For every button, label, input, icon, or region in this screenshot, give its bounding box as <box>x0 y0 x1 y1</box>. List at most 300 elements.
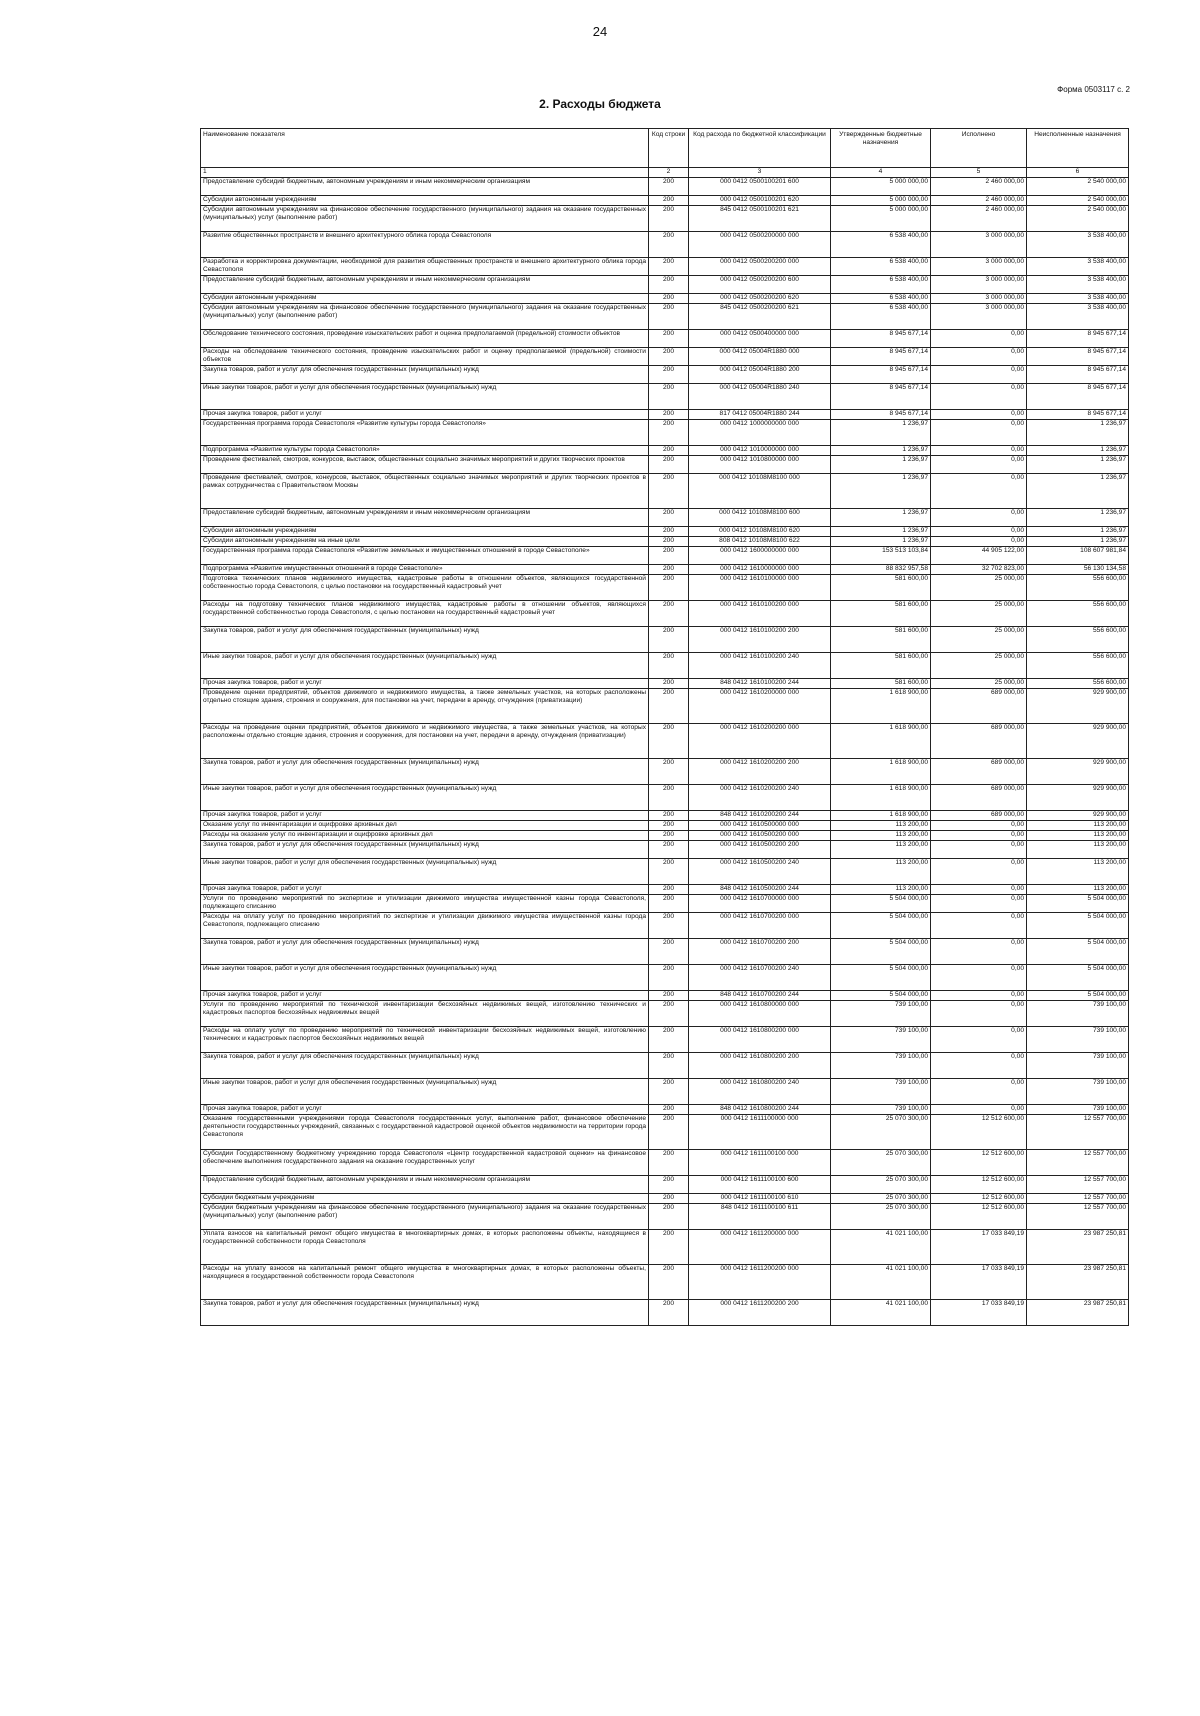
row-executed-amount: 689 000,00 <box>931 759 1027 785</box>
table-row <box>201 724 1129 759</box>
row-indicator-name: Иные закупки товаров, работ и услуг для обеспечения государственных (муниципальных) нужд <box>201 785 649 811</box>
row-indicator-name: Оказание услуг по инвентаризации и оцифровке архивных дел <box>201 821 649 831</box>
row-approved-amount: 581 600,00 <box>831 679 931 689</box>
row-expense-code: 000 0412 1610800200 000 <box>689 1027 831 1053</box>
row-executed-amount: 0,00 <box>931 527 1027 537</box>
row-remaining-amount: 929 900,00 <box>1027 785 1129 811</box>
row-executed-amount: 0,00 <box>931 509 1027 527</box>
row-indicator-name: Предоставление субсидий бюджетным, автономным учреждениям и иным некоммерческим организациям <box>201 178 649 196</box>
row-executed-amount: 0,00 <box>931 410 1027 420</box>
row-expense-code: 000 0412 1610700200 240 <box>689 965 831 991</box>
row-expense-code: 000 0412 05004R1880 200 <box>689 366 831 384</box>
row-executed-amount: 3 000 000,00 <box>931 258 1027 276</box>
row-expense-code: 000 0412 1610700000 000 <box>689 895 831 913</box>
row-approved-amount: 1 236,97 <box>831 537 931 547</box>
row-indicator-name: Субсидии Государственному бюджетному учреждению города Севастополя «Центр государственной кадастровой оценки» на финансовое обеспечение выполнения государственного задания на оказание государственных услуг <box>201 1150 649 1176</box>
expenses-table-wrapper <box>200 128 1128 1326</box>
row-indicator-name: Прочая закупка товаров, работ и услуг <box>201 811 649 821</box>
row-remaining-amount: 1 236,97 <box>1027 446 1129 456</box>
row-line-code: 200 <box>649 1204 689 1230</box>
table-row <box>201 1265 1129 1300</box>
row-line-code: 200 <box>649 348 689 366</box>
table-row <box>201 1105 1129 1115</box>
row-approved-amount: 25 070 300,00 <box>831 1194 931 1204</box>
row-approved-amount: 1 236,97 <box>831 527 931 537</box>
row-expense-code: 848 0412 1610800200 244 <box>689 1105 831 1115</box>
table-row <box>201 258 1129 276</box>
row-expense-code: 000 0412 10108М8100 600 <box>689 509 831 527</box>
row-remaining-amount: 556 600,00 <box>1027 653 1129 679</box>
row-remaining-amount: 739 100,00 <box>1027 1001 1129 1027</box>
row-line-code: 200 <box>649 366 689 384</box>
row-line-code: 200 <box>649 759 689 785</box>
table-row <box>201 821 1129 831</box>
row-line-code: 200 <box>649 939 689 965</box>
row-line-code: 200 <box>649 1105 689 1115</box>
row-expense-code: 000 0412 1611100100 610 <box>689 1194 831 1204</box>
row-executed-amount: 0,00 <box>931 841 1027 859</box>
row-approved-amount: 5 504 000,00 <box>831 965 931 991</box>
row-expense-code: 808 0412 10108М8100 622 <box>689 537 831 547</box>
table-row <box>201 689 1129 724</box>
row-executed-amount: 0,00 <box>931 474 1027 509</box>
row-executed-amount: 25 000,00 <box>931 601 1027 627</box>
row-indicator-name: Расходы на подготовку технических планов недвижимого имущества, кадастровые работы в отношении объектов, являющихся государственной собственностью города Севастополя, с целью постановки на государственный кадастровый учет <box>201 601 649 627</box>
table-row <box>201 859 1129 885</box>
table-row <box>201 420 1129 446</box>
row-expense-code: 000 0412 1610100200 000 <box>689 601 831 627</box>
row-expense-code: 000 0412 1010800000 000 <box>689 456 831 474</box>
row-approved-amount: 6 538 400,00 <box>831 276 931 294</box>
row-indicator-name: Закупка товаров, работ и услуг для обеспечения государственных (муниципальных) нужд <box>201 759 649 785</box>
expenses-table <box>200 128 1129 1326</box>
row-approved-amount: 739 100,00 <box>831 1001 931 1027</box>
row-indicator-name: Предоставление субсидий бюджетным, автономным учреждениям и иным некоммерческим организациям <box>201 509 649 527</box>
row-approved-amount: 41 021 100,00 <box>831 1265 931 1300</box>
row-expense-code: 848 0412 1610700200 244 <box>689 991 831 1001</box>
page-number: 24 <box>592 24 608 39</box>
row-approved-amount: 739 100,00 <box>831 1079 931 1105</box>
row-line-code: 200 <box>649 1079 689 1105</box>
row-executed-amount: 25 000,00 <box>931 575 1027 601</box>
table-row <box>201 1079 1129 1105</box>
row-remaining-amount: 3 538 400,00 <box>1027 276 1129 294</box>
row-expense-code: 000 0412 0500100201 600 <box>689 178 831 196</box>
row-approved-amount: 1 236,97 <box>831 420 931 446</box>
row-remaining-amount: 23 987 250,81 <box>1027 1230 1129 1265</box>
table-row <box>201 446 1129 456</box>
row-executed-amount: 3 000 000,00 <box>931 294 1027 304</box>
row-executed-amount: 17 033 849,19 <box>931 1300 1027 1326</box>
row-executed-amount: 0,00 <box>931 1001 1027 1027</box>
row-line-code: 200 <box>649 232 689 258</box>
row-executed-amount: 0,00 <box>931 939 1027 965</box>
column-number-row <box>201 168 1129 178</box>
row-approved-amount: 113 200,00 <box>831 821 931 831</box>
table-row <box>201 410 1129 420</box>
row-approved-amount: 581 600,00 <box>831 627 931 653</box>
row-indicator-name: Субсидии автономным учреждениям на финансовое обеспечение государственного (муниципального) задания на оказание государственных (муниципальных) услуг (выполнение работ) <box>201 206 649 232</box>
row-remaining-amount: 2 540 000,00 <box>1027 196 1129 206</box>
row-indicator-name: Подпрограмма «Развитие культуры города Севастополя» <box>201 446 649 456</box>
table-row <box>201 527 1129 537</box>
row-approved-amount: 581 600,00 <box>831 601 931 627</box>
row-expense-code: 000 0412 1610100200 240 <box>689 653 831 679</box>
row-indicator-name: Обследование технического состояния, проведение изыскательских работ и оценка предполагаемой (предельной) стоимости объектов <box>201 330 649 348</box>
row-line-code: 200 <box>649 330 689 348</box>
row-executed-amount: 0,00 <box>931 831 1027 841</box>
row-expense-code: 000 0412 1610500200 200 <box>689 841 831 859</box>
row-remaining-amount: 23 987 250,81 <box>1027 1300 1129 1326</box>
row-remaining-amount: 5 504 000,00 <box>1027 895 1129 913</box>
row-remaining-amount: 929 900,00 <box>1027 724 1129 759</box>
table-row <box>201 653 1129 679</box>
table-row <box>201 1053 1129 1079</box>
row-indicator-name: Субсидии автономным учреждениям <box>201 294 649 304</box>
row-indicator-name: Закупка товаров, работ и услуг для обеспечения государственных (муниципальных) нужд <box>201 841 649 859</box>
row-line-code: 200 <box>649 565 689 575</box>
row-line-code: 200 <box>649 689 689 724</box>
form-code: Форма 0503117 с. 2 <box>1057 85 1130 94</box>
row-line-code: 200 <box>649 1027 689 1053</box>
row-executed-amount: 0,00 <box>931 537 1027 547</box>
row-line-code: 200 <box>649 627 689 653</box>
row-executed-amount: 689 000,00 <box>931 811 1027 821</box>
table-row <box>201 1001 1129 1027</box>
row-expense-code: 000 0412 1610800200 200 <box>689 1053 831 1079</box>
row-expense-code: 845 0412 0500200200 621 <box>689 304 831 330</box>
row-expense-code: 000 0412 0500400000 000 <box>689 330 831 348</box>
row-line-code: 200 <box>649 1115 689 1150</box>
row-remaining-amount: 12 557 700,00 <box>1027 1115 1129 1150</box>
row-remaining-amount: 8 945 677,14 <box>1027 348 1129 366</box>
column-number: 3 <box>689 168 831 178</box>
row-line-code: 200 <box>649 206 689 232</box>
row-line-code: 200 <box>649 859 689 885</box>
row-approved-amount: 6 538 400,00 <box>831 294 931 304</box>
row-approved-amount: 5 000 000,00 <box>831 196 931 206</box>
row-approved-amount: 5 504 000,00 <box>831 939 931 965</box>
row-expense-code: 000 0412 0500100201 620 <box>689 196 831 206</box>
table-row <box>201 1115 1129 1150</box>
row-line-code: 200 <box>649 679 689 689</box>
row-indicator-name: Расходы на оплату услуг по проведению мероприятий по экспертизе и утилизации движимого имущества имущественной казны города Севастополя, подлежащего списанию <box>201 913 649 939</box>
table-row <box>201 991 1129 1001</box>
header-expense-code: Код расхода по бюджетной классификации <box>689 129 831 168</box>
header-remaining: Неисполненные назначения <box>1027 129 1129 168</box>
row-executed-amount: 3 000 000,00 <box>931 304 1027 330</box>
row-executed-amount: 0,00 <box>931 1053 1027 1079</box>
row-line-code: 200 <box>649 1194 689 1204</box>
row-indicator-name: Расходы на оплату услуг по проведению мероприятий по технической инвентаризации бесхозяйных недвижимых вещей, изготовлению технических и кадастровых паспортов бесхозяйных недвижимых вещей <box>201 1027 649 1053</box>
row-line-code: 200 <box>649 1001 689 1027</box>
row-expense-code: 000 0412 1611100100 600 <box>689 1176 831 1194</box>
row-approved-amount: 1 618 900,00 <box>831 785 931 811</box>
row-line-code: 200 <box>649 456 689 474</box>
row-indicator-name: Проведение фестивалей, смотров, конкурсов, выставок, общественных социально значимых мероприятий и других творческих проектов в рамках сотрудничества с Правительством Москвы <box>201 474 649 509</box>
row-indicator-name: Закупка товаров, работ и услуг для обеспечения государственных (муниципальных) нужд <box>201 627 649 653</box>
row-executed-amount: 0,00 <box>931 348 1027 366</box>
row-executed-amount: 689 000,00 <box>931 724 1027 759</box>
column-number: 4 <box>831 168 931 178</box>
row-indicator-name: Государственная программа города Севастополя «Развитие культуры города Севастополя» <box>201 420 649 446</box>
row-indicator-name: Развитие общественных пространств и внешнего архитектурного облика города Севастополя <box>201 232 649 258</box>
row-remaining-amount: 5 504 000,00 <box>1027 965 1129 991</box>
row-remaining-amount: 556 600,00 <box>1027 679 1129 689</box>
table-row <box>201 601 1129 627</box>
row-expense-code: 000 0412 0500200200 000 <box>689 258 831 276</box>
row-approved-amount: 581 600,00 <box>831 575 931 601</box>
row-approved-amount: 5 504 000,00 <box>831 895 931 913</box>
table-row <box>201 276 1129 294</box>
row-executed-amount: 0,00 <box>931 420 1027 446</box>
row-executed-amount: 0,00 <box>931 330 1027 348</box>
row-remaining-amount: 929 900,00 <box>1027 759 1129 785</box>
row-approved-amount: 25 070 300,00 <box>831 1204 931 1230</box>
row-expense-code: 000 0412 1000000000 000 <box>689 420 831 446</box>
table-row <box>201 196 1129 206</box>
row-executed-amount: 2 460 000,00 <box>931 196 1027 206</box>
row-expense-code: 000 0412 1611200200 000 <box>689 1265 831 1300</box>
row-indicator-name: Прочая закупка товаров, работ и услуг <box>201 885 649 895</box>
row-remaining-amount: 739 100,00 <box>1027 1105 1129 1115</box>
table-row <box>201 304 1129 330</box>
row-approved-amount: 6 538 400,00 <box>831 304 931 330</box>
table-header-row <box>201 129 1129 168</box>
row-approved-amount: 5 000 000,00 <box>831 206 931 232</box>
table-row <box>201 939 1129 965</box>
row-executed-amount: 689 000,00 <box>931 689 1027 724</box>
table-row <box>201 895 1129 913</box>
row-remaining-amount: 12 557 700,00 <box>1027 1204 1129 1230</box>
table-row <box>201 785 1129 811</box>
row-approved-amount: 739 100,00 <box>831 1027 931 1053</box>
row-remaining-amount: 12 557 700,00 <box>1027 1194 1129 1204</box>
row-line-code: 200 <box>649 724 689 759</box>
row-remaining-amount: 5 504 000,00 <box>1027 991 1129 1001</box>
row-expense-code: 000 0412 1010000000 000 <box>689 446 831 456</box>
row-line-code: 200 <box>649 841 689 859</box>
row-line-code: 200 <box>649 304 689 330</box>
row-remaining-amount: 8 945 677,14 <box>1027 384 1129 410</box>
row-line-code: 200 <box>649 895 689 913</box>
row-line-code: 200 <box>649 913 689 939</box>
row-approved-amount: 5 000 000,00 <box>831 178 931 196</box>
row-line-code: 200 <box>649 276 689 294</box>
table-row <box>201 178 1129 196</box>
row-expense-code: 848 0412 1610500200 244 <box>689 885 831 895</box>
row-remaining-amount: 56 130 134,58 <box>1027 565 1129 575</box>
row-line-code: 200 <box>649 178 689 196</box>
row-indicator-name: Закупка товаров, работ и услуг для обеспечения государственных (муниципальных) нужд <box>201 1053 649 1079</box>
row-expense-code: 000 0412 1611100000 000 <box>689 1115 831 1150</box>
row-indicator-name: Прочая закупка товаров, работ и услуг <box>201 1105 649 1115</box>
row-approved-amount: 5 504 000,00 <box>831 913 931 939</box>
row-remaining-amount: 3 538 400,00 <box>1027 232 1129 258</box>
row-line-code: 200 <box>649 965 689 991</box>
row-expense-code: 000 0412 1611100100 000 <box>689 1150 831 1176</box>
row-executed-amount: 0,00 <box>931 1105 1027 1115</box>
row-line-code: 200 <box>649 420 689 446</box>
table-row <box>201 1027 1129 1053</box>
row-remaining-amount: 8 945 677,14 <box>1027 410 1129 420</box>
row-indicator-name: Проведение фестивалей, смотров, конкурсов, выставок, общественных социально значимых мероприятий и других творческих проектов <box>201 456 649 474</box>
header-executed: Исполнено <box>931 129 1027 168</box>
row-remaining-amount: 23 987 250,81 <box>1027 1265 1129 1300</box>
column-number: 6 <box>1027 168 1129 178</box>
row-indicator-name: Прочая закупка товаров, работ и услуг <box>201 410 649 420</box>
table-row <box>201 885 1129 895</box>
row-indicator-name: Подпрограмма «Развитие имущественных отношений в городе Севастополе» <box>201 565 649 575</box>
row-executed-amount: 17 033 849,19 <box>931 1265 1027 1300</box>
row-expense-code: 000 0412 0500200000 000 <box>689 232 831 258</box>
row-line-code: 200 <box>649 446 689 456</box>
table-row <box>201 627 1129 653</box>
row-remaining-amount: 8 945 677,14 <box>1027 366 1129 384</box>
row-expense-code: 000 0412 1610500200 240 <box>689 859 831 885</box>
row-line-code: 200 <box>649 537 689 547</box>
row-remaining-amount: 113 200,00 <box>1027 841 1129 859</box>
row-indicator-name: Закупка товаров, работ и услуг для обеспечения государственных (муниципальных) нужд <box>201 1300 649 1326</box>
row-remaining-amount: 739 100,00 <box>1027 1027 1129 1053</box>
row-line-code: 200 <box>649 527 689 537</box>
row-expense-code: 845 0412 0500100201 621 <box>689 206 831 232</box>
table-body <box>201 168 1129 1326</box>
row-remaining-amount: 3 538 400,00 <box>1027 294 1129 304</box>
row-remaining-amount: 108 607 981,84 <box>1027 547 1129 565</box>
row-expense-code: 000 0412 1610200200 000 <box>689 724 831 759</box>
row-approved-amount: 41 021 100,00 <box>831 1230 931 1265</box>
table-row <box>201 330 1129 348</box>
row-approved-amount: 1 618 900,00 <box>831 689 931 724</box>
row-indicator-name: Субсидии автономным учреждениям на иные цели <box>201 537 649 547</box>
row-remaining-amount: 2 540 000,00 <box>1027 178 1129 196</box>
row-line-code: 200 <box>649 547 689 565</box>
row-expense-code: 000 0412 1610800200 240 <box>689 1079 831 1105</box>
row-indicator-name: Расходы на уплату взносов на капитальный ремонт общего имущества в многоквартирных домах, в которых расположены объекты, находящиеся в государственной собственности города Севастополя <box>201 1265 649 1300</box>
row-expense-code: 000 0412 1600000000 000 <box>689 547 831 565</box>
row-line-code: 200 <box>649 258 689 276</box>
row-indicator-name: Предоставление субсидий бюджетным, автономным учреждениям и иным некоммерческим организациям <box>201 1176 649 1194</box>
column-number: 1 <box>201 168 649 178</box>
table-row <box>201 841 1129 859</box>
row-approved-amount: 113 200,00 <box>831 859 931 885</box>
row-remaining-amount: 1 236,97 <box>1027 456 1129 474</box>
row-remaining-amount: 1 236,97 <box>1027 537 1129 547</box>
row-line-code: 200 <box>649 1265 689 1300</box>
table-row <box>201 1204 1129 1230</box>
row-remaining-amount: 1 236,97 <box>1027 527 1129 537</box>
row-approved-amount: 739 100,00 <box>831 1053 931 1079</box>
row-indicator-name: Закупка товаров, работ и услуг для обеспечения государственных (муниципальных) нужд <box>201 366 649 384</box>
table-row <box>201 1194 1129 1204</box>
table-row <box>201 232 1129 258</box>
row-remaining-amount: 556 600,00 <box>1027 627 1129 653</box>
table-row <box>201 366 1129 384</box>
row-approved-amount: 153 513 103,84 <box>831 547 931 565</box>
row-line-code: 200 <box>649 509 689 527</box>
row-executed-amount: 689 000,00 <box>931 785 1027 811</box>
row-indicator-name: Оказание государственными учреждениями города Севастополя государственных услуг, выполнение работ, финансовое обеспечение деятельности государственных учреждений, связанных с государственной кадастровой оценкой объектов недвижимости на территории города Севастополя <box>201 1115 649 1150</box>
row-line-code: 200 <box>649 410 689 420</box>
row-remaining-amount: 556 600,00 <box>1027 575 1129 601</box>
table-row <box>201 679 1129 689</box>
row-indicator-name: Иные закупки товаров, работ и услуг для обеспечения государственных (муниципальных) нужд <box>201 384 649 410</box>
row-expense-code: 000 0412 1610700200 000 <box>689 913 831 939</box>
table-row <box>201 384 1129 410</box>
row-approved-amount: 8 945 677,14 <box>831 366 931 384</box>
row-indicator-name: Прочая закупка товаров, работ и услуг <box>201 679 649 689</box>
row-indicator-name: Расходы на оказание услуг по инвентаризации и оцифровке архивных дел <box>201 831 649 841</box>
row-executed-amount: 2 460 000,00 <box>931 178 1027 196</box>
table-row <box>201 206 1129 232</box>
row-indicator-name: Субсидии бюджетным учреждениям <box>201 1194 649 1204</box>
row-approved-amount: 581 600,00 <box>831 653 931 679</box>
row-line-code: 200 <box>649 474 689 509</box>
table-row <box>201 913 1129 939</box>
row-line-code: 200 <box>649 1176 689 1194</box>
row-indicator-name: Прочая закупка товаров, работ и услуг <box>201 991 649 1001</box>
row-expense-code: 000 0412 1611200000 000 <box>689 1230 831 1265</box>
row-line-code: 200 <box>649 991 689 1001</box>
row-indicator-name: Услуги по проведению мероприятий по технической инвентаризации бесхозяйных недвижимых вещей, изготовлению технических и кадастровых паспортов бесхозяйных недвижимых вещей <box>201 1001 649 1027</box>
row-approved-amount: 1 236,97 <box>831 509 931 527</box>
row-indicator-name: Закупка товаров, работ и услуг для обеспечения государственных (муниципальных) нужд <box>201 939 649 965</box>
row-remaining-amount: 1 236,97 <box>1027 474 1129 509</box>
row-indicator-name: Субсидии бюджетным учреждениям на финансовое обеспечение государственного (муниципального) задания на оказание государственных (муниципальных) услуг (выполнение работ) <box>201 1204 649 1230</box>
table-row <box>201 1176 1129 1194</box>
row-remaining-amount: 556 600,00 <box>1027 601 1129 627</box>
row-line-code: 200 <box>649 384 689 410</box>
row-line-code: 200 <box>649 785 689 811</box>
table-row <box>201 348 1129 366</box>
header-approved: Утвержденные бюджетные назначения <box>831 129 931 168</box>
row-remaining-amount: 1 236,97 <box>1027 509 1129 527</box>
row-executed-amount: 17 033 849,19 <box>931 1230 1027 1265</box>
table-row <box>201 1230 1129 1265</box>
row-indicator-name: Предоставление субсидий бюджетным, автономным учреждениям и иным некоммерческим организациям <box>201 276 649 294</box>
row-expense-code: 000 0412 1610200200 240 <box>689 785 831 811</box>
table-row <box>201 474 1129 509</box>
table-row <box>201 565 1129 575</box>
row-expense-code: 000 0412 05004R1880 000 <box>689 348 831 366</box>
row-remaining-amount: 8 945 677,14 <box>1027 330 1129 348</box>
row-expense-code: 000 0412 1610200200 200 <box>689 759 831 785</box>
row-expense-code: 000 0412 1610100000 000 <box>689 575 831 601</box>
row-executed-amount: 0,00 <box>931 895 1027 913</box>
row-approved-amount: 88 832 957,58 <box>831 565 931 575</box>
row-approved-amount: 1 236,97 <box>831 456 931 474</box>
row-line-code: 200 <box>649 196 689 206</box>
row-approved-amount: 25 070 300,00 <box>831 1150 931 1176</box>
row-executed-amount: 12 512 600,00 <box>931 1204 1027 1230</box>
row-indicator-name: Разработка и корректировка документации, необходимой для развития общественных пространств и внешнего архитектурного облика города Севастополя <box>201 258 649 276</box>
row-expense-code: 000 0412 0500200200 620 <box>689 294 831 304</box>
row-executed-amount: 12 512 600,00 <box>931 1150 1027 1176</box>
row-approved-amount: 1 236,97 <box>831 446 931 456</box>
row-expense-code: 000 0412 1610200000 000 <box>689 689 831 724</box>
row-expense-code: 000 0412 1611200200 200 <box>689 1300 831 1326</box>
row-remaining-amount: 12 557 700,00 <box>1027 1176 1129 1194</box>
header-indicator-name: Наименование показателя <box>201 129 649 168</box>
row-executed-amount: 0,00 <box>931 1027 1027 1053</box>
row-remaining-amount: 2 540 000,00 <box>1027 206 1129 232</box>
row-indicator-name: Расходы на проведение оценки предприятий, объектов движимого и недвижимого имущества, а также земельных участков, на которых расположены отдельно стоящие здания, строения и сооружения, для постановки на учет, передачи в аренду, отчуждения (приватизации) <box>201 724 649 759</box>
row-expense-code: 000 0412 05004R1880 240 <box>689 384 831 410</box>
row-approved-amount: 6 538 400,00 <box>831 258 931 276</box>
row-line-code: 200 <box>649 1150 689 1176</box>
table-row <box>201 509 1129 527</box>
